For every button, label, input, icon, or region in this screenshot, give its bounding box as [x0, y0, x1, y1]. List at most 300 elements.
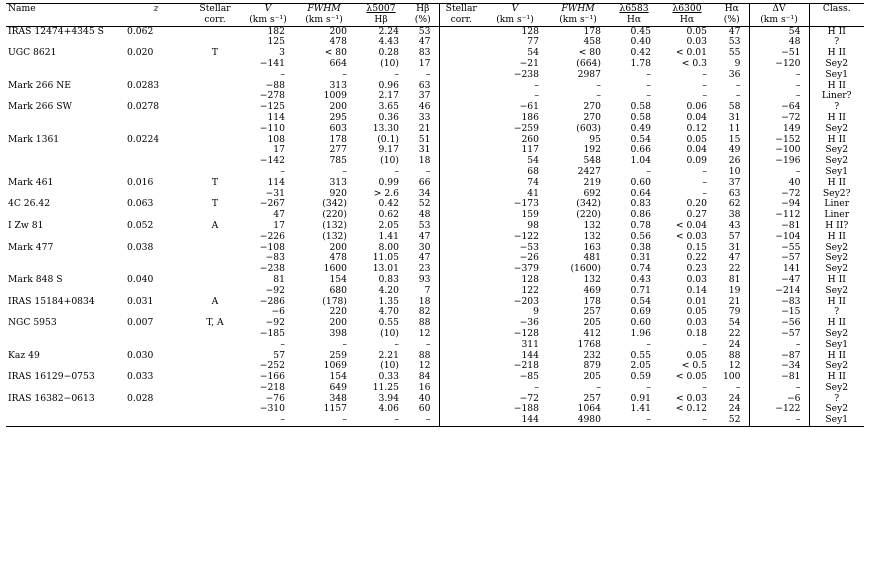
header-redshift-sub — [125, 15, 187, 26]
header-hb-fraction: Hβ — [407, 4, 439, 15]
header-ratio-6583-denominator: Hα — [609, 15, 659, 26]
cell-ha-fraction: – — [715, 91, 749, 102]
cell-fwhm-ha: 879 — [583, 360, 601, 372]
cell-fwhm-hb: 785 — [329, 155, 347, 167]
cell-delta-v: −47 — [749, 275, 809, 286]
cell-redshift: 0.030 — [127, 349, 154, 361]
cell-ratio-6583: 0.49 — [630, 122, 651, 134]
cell-velocity-ha: −61 — [519, 101, 539, 113]
cell-hb-fraction: 88 — [407, 351, 439, 362]
header-ratio-6300: λ6300 — [659, 4, 715, 15]
cell-ratio-6583: 0.38 — [630, 241, 651, 253]
cell-velocity-ha: −203 — [513, 295, 539, 307]
cell-delta-v: −214 — [749, 286, 809, 297]
cell-name — [6, 329, 125, 340]
cell-ratio-5007: – — [355, 415, 407, 426]
cell-fwhm-ha: 2987 — [577, 68, 601, 80]
cell-class: Sey2 — [825, 284, 849, 296]
cell-ratio-6300: 0.18 — [686, 327, 707, 339]
cell-fwhm-ha: (664) — [576, 57, 601, 69]
cell-class: Sey1 — [809, 415, 864, 426]
cell-hb-fraction: 88 — [407, 318, 439, 329]
cell-stellar-corr-ha — [439, 167, 483, 178]
cell-velocity-hb: −286 — [259, 295, 285, 307]
cell-ratio-6300: < 0.12 — [675, 403, 707, 415]
cell-ha-fraction: 58 — [715, 102, 749, 113]
cell-name: UGC 8621 — [8, 47, 57, 59]
cell-stellar-corr-hb — [187, 124, 243, 135]
cell-ratio-6300: 0.05 — [686, 25, 707, 37]
cell-fwhm-ha: 257 — [583, 306, 601, 318]
cell-ratio-5007: 4.20 — [378, 284, 399, 296]
cell-fwhm-hb: 200 — [329, 101, 347, 113]
cell-ratio-6583: 0.74 — [630, 263, 651, 275]
cell-name — [6, 145, 125, 156]
cell-hb-fraction: 47 — [407, 253, 439, 264]
cell-class: H II — [827, 317, 846, 329]
cell-stellar-corr-ha — [439, 81, 483, 92]
cell-fwhm-hb: (220) — [322, 209, 347, 221]
cell-ha-fraction: 31 — [715, 243, 749, 254]
cell-ratio-6583: 1.04 — [630, 155, 651, 167]
cell-velocity-hb: – — [280, 68, 285, 80]
cell-velocity-ha: −238 — [513, 68, 539, 80]
cell-fwhm-ha: 548 — [583, 155, 601, 167]
cell-stellar-corr-ha — [439, 145, 483, 156]
cell-stellar-corr-hb — [187, 145, 243, 156]
header-fwhm-ha-unit: (km s⁻¹) — [547, 15, 609, 26]
cell-ratio-6583: 0.69 — [630, 306, 651, 318]
header-velocity-ha-unit: (km s⁻¹) — [483, 15, 547, 26]
cell-ha-fraction: 49 — [715, 145, 749, 156]
cell-hb-fraction: 30 — [407, 243, 439, 254]
cell-class: Sey2 — [825, 252, 849, 264]
cell-stellar-corr-ha — [439, 37, 483, 48]
cell-delta-v: −112 — [749, 210, 809, 221]
cell-ratio-5007: 11.25 — [372, 381, 399, 393]
cell-ratio-6583: 1.96 — [630, 327, 651, 339]
cell-fwhm-hb: 603 — [329, 122, 347, 134]
cell-velocity-ha: 186 — [521, 111, 539, 123]
cell-stellar-corr-ha — [439, 351, 483, 362]
cell-class: H II — [827, 176, 846, 188]
cell-velocity-hb: 182 — [267, 25, 285, 37]
cell-ratio-5007: 0.99 — [378, 176, 399, 188]
cell-velocity-hb: 114 — [267, 111, 285, 123]
cell-fwhm-ha: 270 — [583, 101, 601, 113]
cell-ha-fraction: 47 — [715, 26, 749, 37]
cell-ratio-6583: 0.58 — [630, 111, 651, 123]
cell-redshift: 0.038 — [127, 241, 154, 253]
cell-ratio-6300: – — [702, 90, 707, 102]
cell-ratio-6583: – — [646, 165, 651, 177]
cell-hb-fraction: 34 — [407, 189, 439, 200]
cell-stellar-corr-ha — [439, 307, 483, 318]
cell-fwhm-ha: 163 — [583, 241, 601, 253]
cell-delta-v: −55 — [749, 243, 809, 254]
cell-ratio-6300: – — [702, 187, 707, 199]
cell-ratio-5007: 9.17 — [378, 144, 399, 156]
cell-fwhm-ha: 132 — [583, 219, 601, 231]
cell-fwhm-hb: 649 — [329, 381, 347, 393]
cell-stellar-corr-ha — [439, 232, 483, 243]
cell-ratio-6300: < 0.05 — [675, 371, 707, 383]
cell-hb-fraction: 47 — [407, 37, 439, 48]
cell-velocity-ha: 311 — [521, 338, 539, 350]
cell-redshift: 0.063 — [127, 198, 154, 210]
cell-name — [6, 59, 125, 70]
cell-fwhm-ha: 257 — [583, 392, 601, 404]
cell-ha-fraction: 22 — [715, 264, 749, 275]
cell-redshift: 0.007 — [127, 317, 154, 329]
header-ratio-6300-denominator: Hα — [659, 15, 715, 26]
cell-ha-fraction: 11 — [715, 124, 749, 135]
cell-delta-v: 141 — [749, 264, 809, 275]
cell-class: H II — [827, 79, 846, 91]
cell-ratio-6300: 0.23 — [686, 263, 707, 275]
cell-ha-fraction: 52 — [715, 415, 749, 426]
cell-fwhm-hb: (342) — [322, 198, 347, 210]
cell-stellar-corr-ha — [439, 221, 483, 232]
cell-fwhm-ha: 1768 — [577, 338, 601, 350]
cell-redshift — [125, 329, 187, 340]
cell-ratio-6300: – — [702, 165, 707, 177]
cell-ha-fraction: 54 — [715, 318, 749, 329]
cell-name — [6, 253, 125, 264]
cell-velocity-ha: −218 — [513, 360, 539, 372]
cell-ratio-5007: 2.24 — [378, 25, 399, 37]
cell-delta-v: 149 — [749, 124, 809, 135]
cell-ratio-5007: > 2.6 — [373, 187, 399, 199]
cell-velocity-hb: −88 — [265, 79, 285, 91]
cell-delta-v: −51 — [749, 48, 809, 59]
cell-ha-fraction: 24 — [715, 394, 749, 405]
cell-fwhm-ha: 270 — [583, 111, 601, 123]
cell-delta-v: – — [749, 70, 809, 81]
cell-ratio-5007: 0.36 — [378, 111, 399, 123]
cell-delta-v: −87 — [749, 351, 809, 362]
cell-velocity-ha: −122 — [513, 230, 539, 242]
cell-ratio-6300: 0.09 — [686, 155, 707, 167]
cell-delta-v: −56 — [749, 318, 809, 329]
cell-hb-fraction: 93 — [407, 275, 439, 286]
cell-fwhm-ha: (220) — [576, 209, 601, 221]
cell-ha-fraction: 38 — [715, 210, 749, 221]
header-ha-fraction-unit: (%) — [715, 15, 749, 26]
cell-stellar-corr-hb — [187, 361, 243, 372]
cell-ha-fraction: 79 — [715, 307, 749, 318]
cell-ratio-6300: 0.04 — [686, 111, 707, 123]
cell-hb-fraction: 7 — [407, 286, 439, 297]
table-row — [6, 70, 864, 81]
cell-hb-fraction: 53 — [407, 221, 439, 232]
cell-fwhm-ha: 219 — [583, 176, 601, 188]
cell-stellar-corr-hb — [187, 253, 243, 264]
cell-velocity-hb: −141 — [259, 57, 285, 69]
cell-velocity-hb: −218 — [259, 381, 285, 393]
cell-ratio-6583: 0.43 — [630, 273, 651, 285]
cell-velocity-hb: −185 — [259, 327, 285, 339]
cell-fwhm-hb: (132) — [322, 219, 347, 231]
cell-velocity-hb: −92 — [265, 284, 285, 296]
cell-delta-v: −6 — [749, 394, 809, 405]
cell-ha-fraction: 63 — [715, 189, 749, 200]
cell-class: H II — [827, 349, 846, 361]
cell-ratio-6583: 0.60 — [630, 317, 651, 329]
cell-velocity-ha: 159 — [521, 209, 539, 221]
cell-hb-fraction: 31 — [407, 145, 439, 156]
cell-velocity-ha: −173 — [513, 198, 539, 210]
header-stellar-corr-hb-sub: corr. — [187, 15, 243, 26]
cell-name: Mark 266 SW — [8, 101, 72, 113]
header-velocity-hb-unit: (km s⁻¹) — [243, 15, 293, 26]
cell-velocity-hb: 81 — [273, 273, 285, 285]
cell-stellar-corr-hb — [187, 70, 243, 81]
cell-name: NGC 5953 — [8, 317, 57, 329]
cell-fwhm-ha: (1600) — [570, 263, 601, 275]
cell-ratio-5007: 0.42 — [378, 198, 399, 210]
cell-class: Liner? — [821, 90, 852, 102]
cell-redshift: 0.028 — [127, 392, 154, 404]
cell-class: Sey2 — [825, 327, 849, 339]
cell-stellar-corr-hb: A — [211, 295, 219, 307]
cell-delta-v: – — [749, 81, 809, 92]
cell-ratio-6300: – — [702, 79, 707, 91]
cell-name — [6, 156, 125, 167]
cell-fwhm-hb: 154 — [329, 371, 347, 383]
table-row — [6, 124, 864, 135]
cell-delta-v: −122 — [749, 404, 809, 415]
cell-name — [6, 124, 125, 135]
cell-hb-fraction: 16 — [407, 383, 439, 394]
cell-ratio-6583: 0.78 — [630, 219, 651, 231]
cell-hb-fraction: 18 — [407, 297, 439, 308]
cell-delta-v: −72 — [749, 113, 809, 124]
cell-redshift — [125, 145, 187, 156]
cell-ha-fraction: 53 — [715, 37, 749, 48]
cell-velocity-ha: 54 — [527, 155, 539, 167]
cell-name — [6, 70, 125, 81]
cell-velocity-ha: 74 — [527, 176, 539, 188]
cell-fwhm-ha: (603) — [576, 122, 601, 134]
header-ha-fraction: Hα — [715, 4, 749, 15]
cell-velocity-hb: 17 — [273, 219, 285, 231]
cell-stellar-corr-hb — [187, 275, 243, 286]
cell-stellar-corr-hb — [187, 113, 243, 124]
cell-velocity-ha: −259 — [513, 122, 539, 134]
cell-stellar-corr-hb — [187, 156, 243, 167]
cell-hb-fraction: – — [407, 70, 439, 81]
cell-hb-fraction: 12 — [407, 361, 439, 372]
header-delta-v: ΔV — [749, 4, 809, 15]
cell-redshift: 0.020 — [127, 47, 154, 59]
cell-ratio-5007: 0.83 — [378, 273, 399, 285]
cell-class: Liner — [824, 198, 850, 210]
cell-class: H II — [827, 47, 846, 59]
cell-ratio-5007: – — [394, 338, 399, 350]
cell-velocity-hb: −125 — [259, 101, 285, 113]
cell-ratio-6300: < 0.3 — [681, 57, 707, 69]
cell-ratio-6300: 0.27 — [686, 209, 707, 221]
cell-fwhm-ha: 2427 — [577, 165, 601, 177]
cell-velocity-hb: 47 — [273, 209, 285, 221]
cell-ratio-6300: 0.05 — [686, 133, 707, 145]
cell-fwhm-hb: 313 — [329, 176, 347, 188]
cell-class: Sey2 — [825, 144, 849, 156]
cell-ha-fraction: 81 — [715, 275, 749, 286]
cell-class: Sey2 — [825, 57, 849, 69]
table-row — [6, 286, 864, 297]
cell-name: Mark 266 NE — [8, 79, 71, 91]
cell-velocity-hb: −166 — [259, 371, 285, 383]
cell-stellar-corr-ha — [439, 383, 483, 394]
cell-fwhm-ha: 692 — [583, 187, 601, 199]
cell-fwhm-hb: 277 — [329, 144, 347, 156]
cell-velocity-ha: 9 — [533, 306, 539, 318]
cell-fwhm-hb: – — [293, 415, 355, 426]
cell-stellar-corr-hb: T, A — [206, 317, 224, 329]
cell-ratio-6583: 0.91 — [630, 392, 651, 404]
cell-ha-fraction: – — [715, 383, 749, 394]
cell-ratio-5007: – — [394, 68, 399, 80]
cell-fwhm-hb: 1069 — [323, 360, 347, 372]
cell-ratio-6300: < 0.01 — [675, 47, 707, 59]
cell-velocity-hb: 125 — [267, 36, 285, 48]
cell-delta-v: −100 — [749, 145, 809, 156]
cell-delta-v: −94 — [749, 199, 809, 210]
cell-stellar-corr-ha — [439, 286, 483, 297]
cell-stellar-corr-hb — [187, 286, 243, 297]
cell-stellar-corr-ha — [439, 178, 483, 189]
cell-class: Sey2? — [822, 187, 851, 199]
cell-velocity-ha: −53 — [519, 241, 539, 253]
cell-fwhm-hb: – — [342, 68, 347, 80]
header-redshift: z — [125, 4, 187, 15]
cell-stellar-corr-hb — [187, 383, 243, 394]
header-class: Class. — [809, 4, 864, 15]
cell-ha-fraction: 24 — [715, 404, 749, 415]
cell-stellar-corr-hb — [187, 135, 243, 146]
cell-delta-v: – — [749, 415, 809, 426]
cell-ratio-6300: – — [702, 381, 707, 393]
cell-fwhm-hb: 220 — [329, 306, 347, 318]
cell-name: I Zw 81 — [8, 219, 44, 231]
cell-name: IRAS 16382−0613 — [8, 392, 95, 404]
cell-stellar-corr-hb — [187, 102, 243, 113]
cell-hb-fraction: – — [407, 415, 439, 426]
cell-fwhm-hb: 200 — [329, 317, 347, 329]
cell-stellar-corr-hb — [187, 340, 243, 351]
cell-fwhm-ha: 132 — [583, 230, 601, 242]
cell-delta-v: −34 — [749, 361, 809, 372]
cell-stellar-corr-hb — [187, 394, 243, 405]
cell-stellar-corr-hb — [187, 351, 243, 362]
cell-class: ? — [834, 392, 840, 404]
cell-ha-fraction: 15 — [715, 135, 749, 146]
cell-redshift — [125, 404, 187, 415]
cell-fwhm-hb: 1157 — [323, 403, 347, 415]
cell-ratio-6300: – — [702, 176, 707, 188]
cell-ratio-5007: 0.55 — [378, 317, 399, 329]
cell-class: H II — [827, 371, 846, 383]
cell-ratio-6300: 0.14 — [686, 284, 707, 296]
cell-velocity-ha: −128 — [513, 327, 539, 339]
cell-ratio-5007: (10) — [380, 327, 399, 339]
table-body — [6, 26, 864, 426]
cell-ha-fraction: 37 — [715, 178, 749, 189]
cell-ratio-6583: 0.40 — [630, 36, 651, 48]
cell-delta-v: −81 — [749, 221, 809, 232]
cell-ratio-6300: < 0.03 — [675, 230, 707, 242]
cell-delta-v: −64 — [749, 102, 809, 113]
cell-fwhm-ha: 178 — [583, 25, 601, 37]
cell-velocity-hb: 114 — [267, 176, 285, 188]
cell-redshift — [125, 340, 187, 351]
table-row — [6, 340, 864, 351]
cell-redshift: 0.031 — [127, 295, 154, 307]
cell-name: IRAS 16129−0753 — [8, 371, 95, 383]
cell-fwhm-ha: 458 — [583, 36, 601, 48]
cell-class: Sey2 — [825, 263, 849, 275]
cell-hb-fraction: 51 — [407, 135, 439, 146]
cell-velocity-ha: 128 — [521, 25, 539, 37]
cell-hb-fraction: 47 — [407, 232, 439, 243]
header-velocity-ha: V — [483, 4, 547, 15]
cell-stellar-corr-hb — [187, 404, 243, 415]
cell-stellar-corr-ha — [439, 124, 483, 135]
cell-velocity-hb: −252 — [259, 360, 285, 372]
cell-fwhm-ha: 4980 — [547, 415, 609, 426]
cell-fwhm-ha: 205 — [583, 317, 601, 329]
cell-velocity-ha: 144 — [483, 415, 547, 426]
cell-fwhm-ha: 205 — [583, 371, 601, 383]
cell-redshift: 0.052 — [127, 219, 154, 231]
cell-hb-fraction: 33 — [407, 113, 439, 124]
header-ratio-6583: λ6583 — [609, 4, 659, 15]
cell-fwhm-hb: 1009 — [323, 90, 347, 102]
cell-ha-fraction: 55 — [715, 48, 749, 59]
cell-velocity-hb: −226 — [259, 230, 285, 242]
cell-name: Kaz 49 — [8, 349, 40, 361]
cell-ratio-6583: 0.42 — [630, 47, 651, 59]
cell-redshift — [125, 113, 187, 124]
cell-stellar-corr-ha — [439, 253, 483, 264]
cell-stellar-corr-ha — [439, 243, 483, 254]
cell-stellar-corr-hb: A — [211, 219, 219, 231]
cell-stellar-corr-ha — [439, 102, 483, 113]
cell-class: H II — [827, 295, 846, 307]
header-name: Name — [6, 4, 125, 15]
cell-ha-fraction: 100 — [715, 372, 749, 383]
cell-ratio-6300: – — [702, 68, 707, 80]
cell-hb-fraction: 18 — [407, 156, 439, 167]
cell-hb-fraction: – — [407, 167, 439, 178]
cell-velocity-hb: −31 — [265, 187, 285, 199]
cell-delta-v: −57 — [749, 329, 809, 340]
cell-delta-v: – — [749, 167, 809, 178]
cell-ha-fraction: 24 — [715, 340, 749, 351]
cell-fwhm-ha: 481 — [583, 252, 601, 264]
cell-delta-v: −57 — [749, 253, 809, 264]
cell-ratio-6300: – — [702, 338, 707, 350]
cell-class: ? — [834, 36, 840, 48]
cell-name: Mark 477 — [8, 241, 54, 253]
cell-ratio-6300: 0.05 — [686, 349, 707, 361]
cell-ha-fraction: 21 — [715, 297, 749, 308]
cell-ratio-6583: 2.05 — [630, 360, 651, 372]
cell-ratio-6583: 0.83 — [630, 198, 651, 210]
cell-delta-v: −83 — [749, 297, 809, 308]
